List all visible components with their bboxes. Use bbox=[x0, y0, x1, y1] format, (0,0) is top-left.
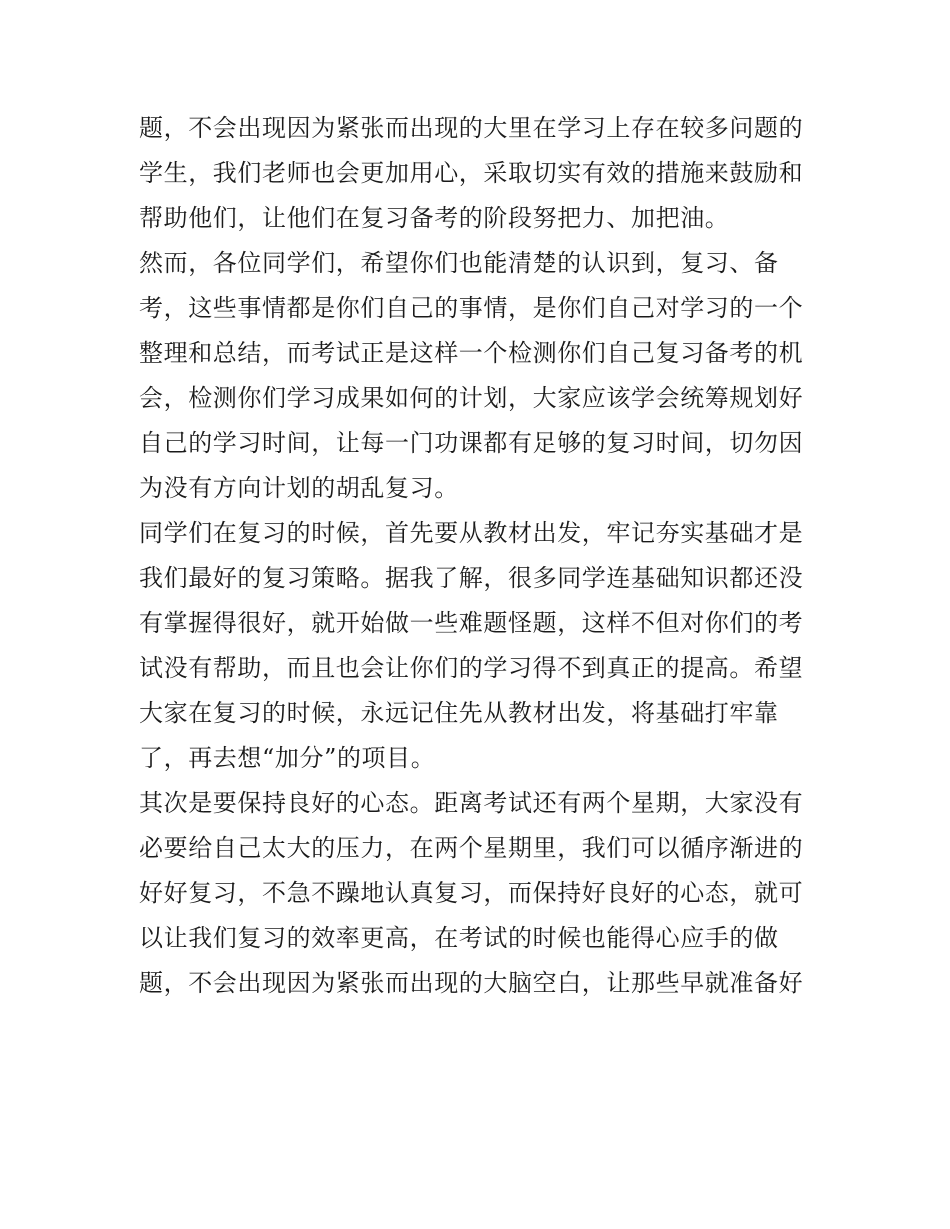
text-line: 帮助他们，让他们在复习备考的阶段努把力、加把油。 bbox=[139, 204, 730, 232]
text-line: 试没有帮助，而且也会让你们的学习得不到真正的提高。希望 bbox=[139, 654, 804, 682]
text-line: 整理和总结，而考试正是这样一个检测你们自己复习备考的机 bbox=[139, 339, 804, 367]
text-line: 为没有方向计划的胡乱复习。 bbox=[139, 474, 459, 502]
text-line: 考，这些事情都是你们自己的事情，是你们自己对学习的一个 bbox=[139, 294, 804, 322]
body-text bbox=[139, 106, 819, 1006]
text-line: 我们最好的复习策略。据我了解，很多同学连基础知识都还没 bbox=[139, 564, 804, 592]
text-line: 有掌握得很好，就开始做一些难题怪题，这样不但对你们的考 bbox=[139, 609, 804, 637]
text-line: 好好复习，不急不躁地认真复习，而保持好良好的心态，就可 bbox=[139, 879, 804, 907]
text-line: 必要给自己太大的压力，在两个星期里，我们可以循序渐进的 bbox=[139, 834, 804, 862]
text-line: 其次是要保持良好的心态。距离考试还有两个星期，大家没有 bbox=[139, 789, 804, 817]
text-line: 同学们在复习的时候，首先要从教材出发，牢记夯实基础才是 bbox=[139, 519, 804, 547]
text-line: 题，不会出现因为紧张而出现的大里在学习上存在较多问题的 bbox=[139, 114, 804, 142]
text-line: 学生，我们老师也会更加用心，采取切实有效的措施来鼓励和 bbox=[139, 159, 804, 187]
text-line: 了，再去想“加分”的项目。 bbox=[139, 744, 436, 772]
text-line: 题，不会出现因为紧张而出现的大脑空白，让那些早就准备好 bbox=[139, 969, 804, 997]
text-line: 会，检测你们学习成果如何的计划，大家应该学会统筹规划好 bbox=[139, 384, 804, 412]
text-line: 大家在复习的时候，永远记住先从教材出发，将基础打牢靠 bbox=[139, 699, 779, 727]
text-line: 然而，各位同学们，希望你们也能清楚的认识到，复习、备 bbox=[139, 249, 779, 277]
text-line: 以让我们复习的效率更高，在考试的时候也能得心应手的做 bbox=[139, 924, 779, 952]
text-line: 自己的学习时间，让每一门功课都有足够的复习时间，切勿因 bbox=[139, 429, 804, 457]
